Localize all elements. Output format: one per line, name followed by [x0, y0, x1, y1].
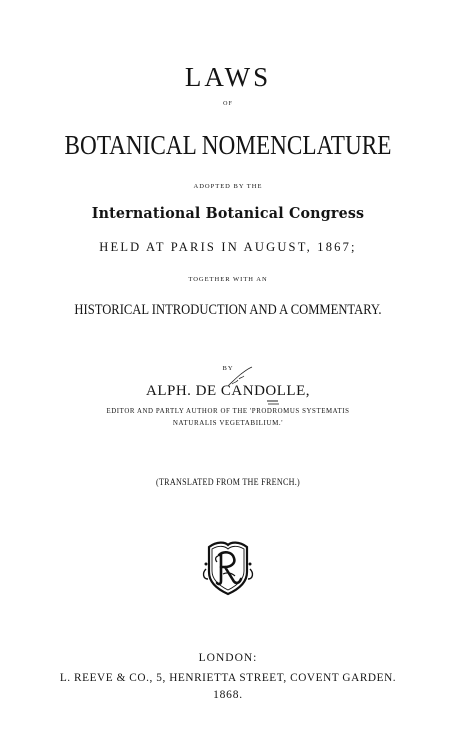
together-with-line: TOGETHER WITH AN — [188, 276, 268, 283]
title-laws: LAWS — [184, 62, 272, 92]
translation-note: (TRANSLATED FROM THE FRENCH.) — [155, 477, 301, 487]
editor-description-line-2: NATURALIS VEGETABILIUM.' — [172, 419, 284, 427]
imprint-publisher: L. REEVE & CO., 5, HENRIETTA STREET, COVENT GARDEN. — [59, 670, 397, 684]
held-at-paris-line: HELD AT PARIS IN AUGUST, 1867; — [99, 240, 357, 254]
imprint-city: LONDON: — [198, 652, 258, 664]
historical-introduction-line: HISTORICAL INTRODUCTION AND A COMMENTARY. — [74, 302, 382, 318]
handwritten-underline-icon — [266, 399, 280, 407]
author-name: ALPH. DE CANDOLLE, — [146, 383, 310, 399]
congress-name: International Botanical Congress — [91, 204, 365, 222]
imprint-year: 1868. — [213, 689, 243, 701]
editor-description-line-1: EDITOR AND PARTLY AUTHOR OF THE 'PRODROMUS SYSTEMATIS — [106, 407, 350, 415]
by-line: BY — [222, 365, 234, 372]
adopted-by-line: ADOPTED BY THE — [193, 183, 263, 190]
title-of: OF — [223, 101, 233, 107]
publisher-monogram-icon — [201, 539, 255, 597]
main-title: BOTANICAL NOMENCLATURE — [64, 130, 392, 160]
